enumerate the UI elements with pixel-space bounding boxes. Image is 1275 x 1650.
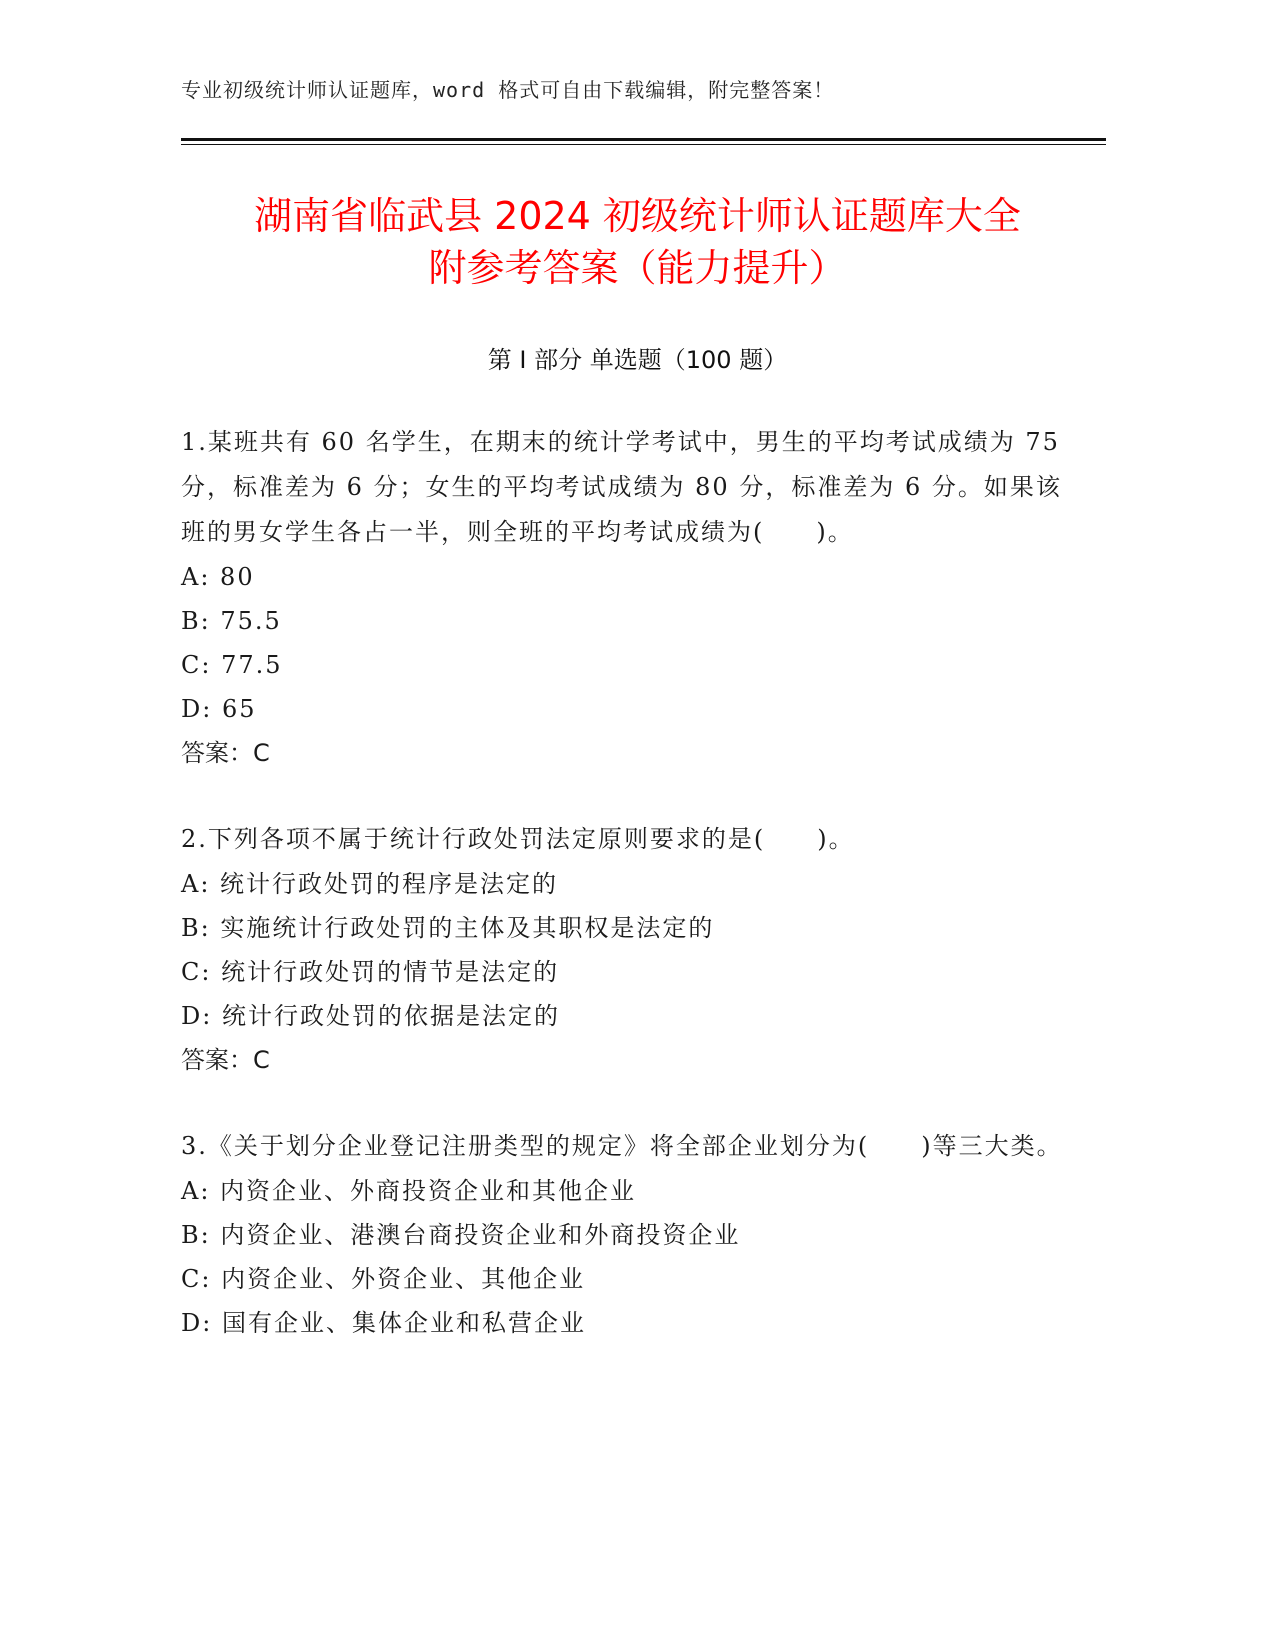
option-b: B: 实施统计行政处罚的主体及其职权是法定的	[181, 914, 715, 942]
question-2	[181, 817, 1081, 1082]
question-3	[181, 1124, 1081, 1345]
question-list	[181, 420, 1081, 1387]
option-b: B: 内资企业、港澳台商投资企业和外商投资企业	[181, 1221, 741, 1249]
option-d: D: 65	[181, 695, 257, 723]
option-c: C: 内资企业、外资企业、其他企业	[181, 1265, 586, 1293]
title-line-2: 附参考答案（能力提升）	[428, 246, 847, 290]
option-a: A: 内资企业、外商投资企业和其他企业	[181, 1177, 637, 1205]
header-rule-thin	[181, 144, 1106, 145]
title-line-1: 湖南省临武县 2024 初级统计师认证题库大全	[254, 194, 1021, 238]
question-stem: 3.《关于划分企业登记注册类型的规定》将全部企业划分为( )等三大类。	[181, 1132, 1063, 1160]
question-1	[181, 420, 1081, 775]
document-title	[150, 190, 1125, 294]
header-rule-thick	[181, 138, 1106, 141]
option-b: B: 75.5	[181, 607, 282, 635]
option-d: D: 统计行政处罚的依据是法定的	[181, 1002, 560, 1030]
header-note: 专业初级统计师认证题库，word 格式可自由下载编辑，附完整答案！	[181, 78, 835, 102]
answer: 答案：C	[181, 1046, 270, 1074]
option-c: C: 统计行政处罚的情节是法定的	[181, 958, 560, 986]
option-a: A: 80	[181, 563, 255, 591]
question-stem: 2.下列各项不属于统计行政处罚法定原则要求的是( )。	[181, 825, 855, 853]
option-a: A: 统计行政处罚的程序是法定的	[181, 870, 559, 898]
option-d: D: 国有企业、集体企业和私营企业	[181, 1309, 586, 1337]
question-stem: 1.某班共有 60 名学生，在期末的统计学考试中，男生的平均考试成绩为 75 分，标准差为 6 分；女生的平均考试成绩为 80 分，标准差为 6 分。如果该班的男女学生各占一半，则全班的平均考试成绩为( )。	[181, 428, 1062, 546]
section-title: 第 I 部分 单选题（100 题）	[487, 346, 788, 374]
option-c: C: 77.5	[181, 651, 283, 679]
answer: 答案：C	[181, 739, 270, 767]
